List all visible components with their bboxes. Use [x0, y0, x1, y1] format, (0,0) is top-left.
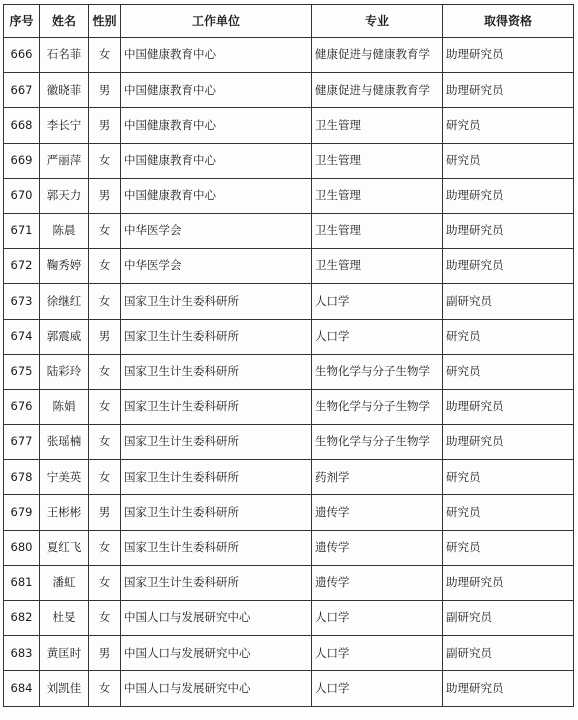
cell-gender: 男	[89, 73, 121, 108]
cell-serial-number: 682	[4, 601, 40, 636]
cell-work-unit: 国家卫生计生委科研所	[121, 284, 312, 319]
cell-gender: 女	[89, 213, 121, 248]
cell-gender: 女	[89, 354, 121, 389]
cell-serial-number: 675	[4, 354, 40, 389]
cell-serial-number: 676	[4, 389, 40, 424]
cell-work-unit: 中国人口与发展研究中心	[121, 601, 312, 636]
cell-work-unit: 国家卫生计生委科研所	[121, 425, 312, 460]
cell-major: 卫生管理	[312, 249, 443, 284]
cell-qualification: 研究员	[443, 108, 574, 143]
header-serial-number: 序号	[4, 5, 40, 38]
cell-gender: 女	[89, 565, 121, 600]
cell-qualification: 助理研究员	[443, 671, 574, 706]
cell-serial-number: 670	[4, 178, 40, 213]
cell-name: 陈晨	[40, 213, 89, 248]
table-row	[4, 143, 574, 178]
cell-qualification: 助理研究员	[443, 389, 574, 424]
cell-serial-number: 667	[4, 73, 40, 108]
cell-qualification: 研究员	[443, 143, 574, 178]
cell-work-unit: 国家卫生计生委科研所	[121, 389, 312, 424]
cell-work-unit: 中华医学会	[121, 249, 312, 284]
cell-name: 徽晓菲	[40, 73, 89, 108]
header-work-unit: 工作单位	[121, 5, 312, 38]
cell-work-unit: 国家卫生计生委科研所	[121, 354, 312, 389]
table-row	[4, 389, 574, 424]
cell-work-unit: 中国健康教育中心	[121, 38, 312, 73]
cell-gender: 男	[89, 108, 121, 143]
cell-serial-number: 677	[4, 425, 40, 460]
table-body	[4, 38, 574, 707]
cell-major: 遗传学	[312, 565, 443, 600]
cell-name: 刘凯佳	[40, 671, 89, 706]
cell-name: 潘虹	[40, 565, 89, 600]
cell-qualification: 助理研究员	[443, 565, 574, 600]
cell-work-unit: 中华医学会	[121, 213, 312, 248]
cell-gender: 男	[89, 495, 121, 530]
cell-gender: 女	[89, 601, 121, 636]
cell-work-unit: 国家卫生计生委科研所	[121, 530, 312, 565]
cell-major: 生物化学与分子生物学	[312, 389, 443, 424]
cell-work-unit: 中国健康教育中心	[121, 178, 312, 213]
cell-serial-number: 671	[4, 213, 40, 248]
header-major: 专业	[312, 5, 443, 38]
cell-name: 李长宁	[40, 108, 89, 143]
table-row	[4, 425, 574, 460]
cell-qualification: 研究员	[443, 319, 574, 354]
cell-major: 卫生管理	[312, 213, 443, 248]
table-row	[4, 213, 574, 248]
table-row	[4, 460, 574, 495]
cell-major: 卫生管理	[312, 143, 443, 178]
cell-major: 遗传学	[312, 495, 443, 530]
cell-major: 人口学	[312, 671, 443, 706]
table-row	[4, 530, 574, 565]
cell-major: 药剂学	[312, 460, 443, 495]
table-row	[4, 319, 574, 354]
cell-major: 生物化学与分子生物学	[312, 354, 443, 389]
cell-major: 健康促进与健康教育学	[312, 73, 443, 108]
cell-serial-number: 678	[4, 460, 40, 495]
cell-serial-number: 680	[4, 530, 40, 565]
cell-name: 夏红飞	[40, 530, 89, 565]
cell-qualification: 副研究员	[443, 284, 574, 319]
table-row	[4, 636, 574, 671]
cell-major: 生物化学与分子生物学	[312, 425, 443, 460]
cell-qualification: 助理研究员	[443, 178, 574, 213]
cell-gender: 女	[89, 530, 121, 565]
cell-serial-number: 673	[4, 284, 40, 319]
cell-major: 卫生管理	[312, 178, 443, 213]
cell-gender: 女	[89, 284, 121, 319]
cell-qualification: 助理研究员	[443, 213, 574, 248]
cell-name: 陈娟	[40, 389, 89, 424]
cell-work-unit: 中国健康教育中心	[121, 73, 312, 108]
cell-qualification: 研究员	[443, 530, 574, 565]
cell-name: 严丽萍	[40, 143, 89, 178]
table-row	[4, 601, 574, 636]
cell-work-unit: 中国人口与发展研究中心	[121, 671, 312, 706]
cell-gender: 女	[89, 38, 121, 73]
cell-major: 健康促进与健康教育学	[312, 38, 443, 73]
cell-gender: 女	[89, 671, 121, 706]
cell-major: 人口学	[312, 284, 443, 319]
cell-gender: 男	[89, 319, 121, 354]
cell-qualification: 助理研究员	[443, 73, 574, 108]
table-row	[4, 495, 574, 530]
cell-serial-number: 679	[4, 495, 40, 530]
cell-qualification: 研究员	[443, 354, 574, 389]
cell-serial-number: 683	[4, 636, 40, 671]
cell-gender: 男	[89, 636, 121, 671]
cell-work-unit: 国家卫生计生委科研所	[121, 565, 312, 600]
cell-gender: 女	[89, 425, 121, 460]
cell-work-unit: 国家卫生计生委科研所	[121, 460, 312, 495]
cell-gender: 女	[89, 460, 121, 495]
cell-name: 石名菲	[40, 38, 89, 73]
table-row	[4, 178, 574, 213]
table-header-row	[4, 5, 574, 38]
table-row	[4, 284, 574, 319]
cell-name: 张瑶楠	[40, 425, 89, 460]
cell-serial-number: 674	[4, 319, 40, 354]
cell-qualification: 助理研究员	[443, 249, 574, 284]
cell-qualification: 副研究员	[443, 636, 574, 671]
table-row	[4, 671, 574, 706]
header-gender: 性别	[89, 5, 121, 38]
cell-serial-number: 672	[4, 249, 40, 284]
cell-qualification: 研究员	[443, 460, 574, 495]
cell-gender: 男	[89, 178, 121, 213]
cell-qualification: 副研究员	[443, 601, 574, 636]
table-row	[4, 108, 574, 143]
cell-name: 黄匡时	[40, 636, 89, 671]
cell-gender: 女	[89, 143, 121, 178]
cell-serial-number: 684	[4, 671, 40, 706]
qualification-table	[3, 4, 574, 707]
table-row	[4, 354, 574, 389]
cell-work-unit: 中国人口与发展研究中心	[121, 636, 312, 671]
table-row	[4, 73, 574, 108]
cell-serial-number: 668	[4, 108, 40, 143]
cell-major: 人口学	[312, 319, 443, 354]
cell-name: 陆彩玲	[40, 354, 89, 389]
cell-major: 人口学	[312, 601, 443, 636]
cell-name: 王彬彬	[40, 495, 89, 530]
cell-serial-number: 681	[4, 565, 40, 600]
cell-name: 宁美英	[40, 460, 89, 495]
table-row	[4, 249, 574, 284]
cell-major: 遗传学	[312, 530, 443, 565]
header-qualification: 取得资格	[443, 5, 574, 38]
cell-work-unit: 国家卫生计生委科研所	[121, 319, 312, 354]
cell-gender: 女	[89, 389, 121, 424]
cell-name: 郭震威	[40, 319, 89, 354]
cell-serial-number: 666	[4, 38, 40, 73]
cell-serial-number: 669	[4, 143, 40, 178]
table-row	[4, 565, 574, 600]
cell-name: 徐继红	[40, 284, 89, 319]
header-name: 姓名	[40, 5, 89, 38]
cell-work-unit: 中国健康教育中心	[121, 143, 312, 178]
cell-major: 卫生管理	[312, 108, 443, 143]
cell-name: 杜旻	[40, 601, 89, 636]
cell-major: 人口学	[312, 636, 443, 671]
cell-qualification: 助理研究员	[443, 38, 574, 73]
table-row	[4, 38, 574, 73]
cell-gender: 女	[89, 249, 121, 284]
cell-name: 郭天力	[40, 178, 89, 213]
cell-work-unit: 中国健康教育中心	[121, 108, 312, 143]
cell-work-unit: 国家卫生计生委科研所	[121, 495, 312, 530]
cell-qualification: 研究员	[443, 495, 574, 530]
cell-qualification: 助理研究员	[443, 425, 574, 460]
cell-name: 鞠秀婷	[40, 249, 89, 284]
